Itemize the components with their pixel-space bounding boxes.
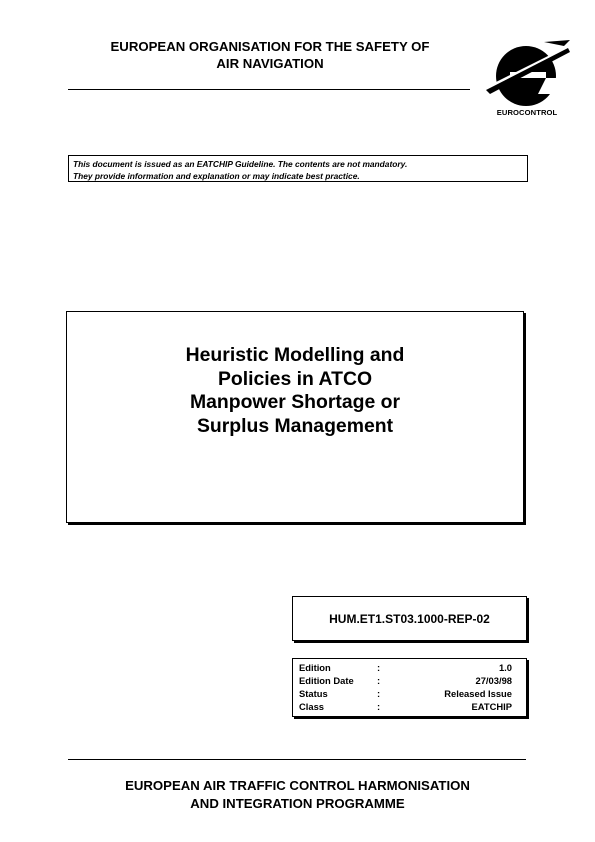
document-reference-box xyxy=(292,596,527,641)
header-divider xyxy=(68,89,470,90)
metadata-separator: : xyxy=(377,675,381,686)
metadata-row-status xyxy=(299,687,512,700)
metadata-row-class xyxy=(299,700,512,713)
document-reference: HUM.ET1.ST03.1000-REP-02 xyxy=(329,611,490,626)
metadata-label: Edition xyxy=(299,662,331,673)
metadata-value: 27/03/98 xyxy=(475,675,512,686)
metadata-value: 1.0 xyxy=(498,662,512,673)
eurocontrol-logo xyxy=(484,32,570,120)
title-line2: Policies in ATCO xyxy=(217,367,373,390)
metadata-value: Released Issue xyxy=(444,688,512,699)
guideline-notice xyxy=(68,155,528,182)
organisation-header xyxy=(70,38,470,72)
organisation-name-line1: EUROPEAN ORGANISATION FOR THE SAFETY OF xyxy=(110,39,430,54)
document-title xyxy=(67,344,523,438)
metadata-label: Class xyxy=(299,701,325,712)
notice-line1: This document is issued as an EATCHIP Guideline. The contents are not mandatory. xyxy=(73,159,408,169)
footer-divider xyxy=(68,759,526,760)
title-line1: Heuristic Modelling and xyxy=(185,344,405,366)
metadata-label: Status xyxy=(299,688,328,699)
metadata-label: Edition Date xyxy=(299,675,354,686)
metadata-value: EATCHIP xyxy=(471,701,512,712)
notice-line2: They provide information and explanation or may indicate best practice. xyxy=(73,171,360,181)
logo-wordmark: EUROCONTROL xyxy=(496,108,558,117)
metadata-separator: : xyxy=(377,688,381,699)
footer-line2: AND INTEGRATION PROGRAMME xyxy=(190,796,405,811)
metadata-row-edition-date xyxy=(299,674,512,687)
programme-footer xyxy=(60,777,535,813)
edition-metadata-box xyxy=(292,658,527,717)
title-box xyxy=(66,311,524,523)
title-line4: Surplus Management xyxy=(196,414,394,437)
organisation-name-line2: AIR NAVIGATION xyxy=(216,56,324,71)
eurocontrol-logo-icon xyxy=(484,32,570,108)
metadata-separator: : xyxy=(377,701,381,712)
footer-line1: EUROPEAN AIR TRAFFIC CONTROL HARMONISATION xyxy=(125,778,470,793)
metadata-row-edition xyxy=(299,661,512,674)
title-line3: Manpower Shortage or xyxy=(189,391,401,413)
metadata-separator: : xyxy=(377,662,381,673)
